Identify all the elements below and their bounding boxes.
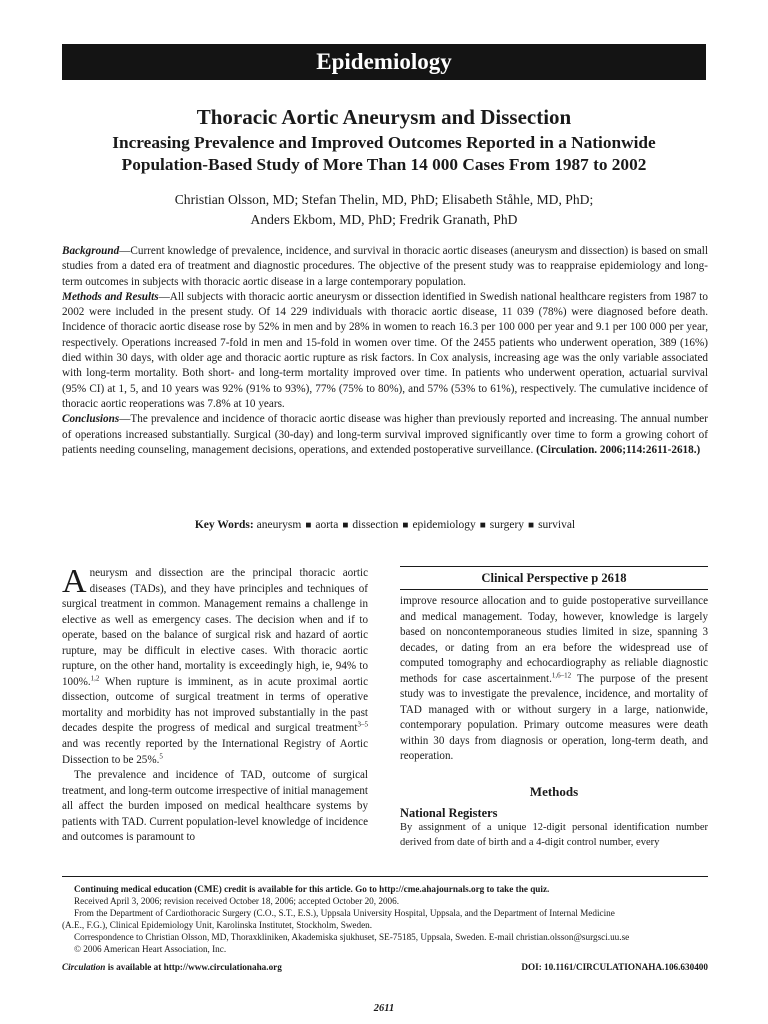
authors-line-2: Anders Ekbom, MD, PhD; Fredrik Granath, PhD [250, 212, 518, 227]
body-text: The purpose of the present study was to investigate the prevalence, incidence, and mortality of TAD managed with or without surgery in a large, nationwide, contemporary population. Primary outcome measures were death within 30 days from diagnosis or operation, long-term death, and reoperation. [400, 672, 708, 762]
background-text: —Current knowledge of prevalence, incidence, and survival in thoracic aortic diseases (aneurysm and dissection) is based on small studies from a dated era of treatment and diagnostic procedures. The objective of the present study was to reappraise epidemiology and long-term outcomes in subjects with thoracic aortic disease in a large contemporary population. [62, 245, 708, 288]
body-paragraph [400, 594, 708, 765]
article-subtitle [50, 132, 718, 176]
author-list [40, 190, 728, 230]
conclusions-text: —The prevalence and incidence of thoracic aortic disease was higher than previously reported and increasing. The annual number of operations increased substantially. Surgical (30-day) and long-term survival improved significantly over time to form a growing cohort of patients needing counseling, management decisions, operations, and extended postoperative surveillance. [62, 413, 708, 456]
abstract-conclusions [62, 412, 708, 458]
subsection-heading-registers: National Registers [400, 806, 498, 820]
keyword-separator: ■ [402, 520, 409, 531]
footnote-divider [62, 876, 708, 877]
subtitle-line-1: Increasing Prevalence and Improved Outcomes Reported in a Nationwide [112, 133, 656, 152]
reference-superscript[interactable]: 1,2 [90, 674, 100, 683]
background-label: Background [62, 245, 120, 257]
abstract-background [62, 244, 708, 290]
keyword-separator: ■ [305, 520, 312, 531]
methods-results-text: —All subjects with thoracic aortic aneurysm or dissection identified in Swedish national healthcare registers from 1987 to 2002 were included in the present study. Of 14 229 individuals with thoracic aortic disease, 11 039 (78%) were diagnosed before death. Incidence of thoracic aortic disease rose by 52% in men and by 28% in women to reach 16.3 per 100 000 per year and 9.1 per 100 000 per year, respectively. Operations increased 7-fold in men and 15-fold in women over time. Of the 2455 patients who underwent operation, 389 (16%) died within 30 days, with older age and thoracic aortic rupture as risk factors. In Cox analysis, increasing age was the only variable associated with long-term mortality. Both short- and long-term mortality improved over time. In patients who underwent operation, actuarial survival (95% CI) at 1, 5, and 10 years was 92% (91% to 93%), 77% (75% to 80%), and 57% (53% to 61%), respectively. The cumulative incidence of thoracic aortic reoperations was 7.8% at 10 years. [62, 290, 708, 410]
drop-cap: A [62, 563, 87, 600]
footnotes [62, 883, 708, 955]
copyright: © 2006 American Heart Association, Inc. [74, 944, 227, 954]
clinical-perspective-link[interactable]: Clinical Perspective p 2618 [481, 570, 627, 585]
authors-line-1: Christian Olsson, MD; Stefan Thelin, MD, PhD; Elisabeth Ståhle, MD, PhD; [174, 192, 594, 207]
body-text: When rupture is imminent, as in acute proximal aortic dissection, outcome of surgical treatment in terms of operative mortality and morbidity has not improved substantially in the past decades despite the progress of medical and surgical treatment [62, 675, 368, 735]
abstract-methods [62, 290, 708, 412]
keyword: aorta [315, 519, 339, 531]
reference-superscript[interactable]: 3–5 [357, 720, 368, 729]
article-title: Thoracic Aortic Aneurysm and Dissection [196, 105, 572, 129]
body-text: and was recently reported by the International Registry of Aortic Dissection to be 25%. [62, 738, 368, 766]
section-banner-label: Epidemiology [316, 49, 452, 74]
keywords-label: Key Words: [194, 519, 254, 531]
subtitle-line-2: Population-Based Study of More Than 14 000 Cases From 1987 to 2002 [121, 155, 647, 174]
body-text: neurysm and dissection are the principal thoracic aortic diseases (TADs), and they have principles and techniques of surgical treatment in common. Management remains a challenge in elective as well as emergency cases. The decision when and if to operate, based on the balance of surgical risk and hazard of aortic rupture, may be difficult in elective cases. With thoracic aortic rupture, on the other hand, mortality is exceedingly high, ie, 94% to 100%. [62, 567, 368, 688]
keyword: aneurysm [256, 519, 302, 531]
reference-superscript[interactable]: 1,6–12 [551, 670, 572, 679]
section-heading-methods: Methods [529, 784, 579, 799]
keyword-separator: ■ [342, 520, 349, 531]
doi[interactable]: DOI: 10.1161/CIRCULATIONAHA.106.630400 [521, 962, 708, 972]
journal-name: Circulation [62, 962, 106, 972]
cme-notice: Continuing medical education (CME) credit is available for this article. Go to http://cme.ahajournals.org to take the quiz. [74, 884, 550, 894]
received-dates: Received April 3, 2006; revision received October 18, 2006; accepted October 20, 2006. [74, 896, 400, 906]
keyword: dissection [352, 519, 399, 531]
body-column-right [400, 594, 708, 765]
affiliation-line-1: From the Department of Cardiothoracic Surgery (C.O., S.T., E.S.), Uppsala University Hospital, Uppsala, and the Department of Internal Medicine [74, 908, 615, 918]
keyword-separator: ■ [528, 520, 535, 531]
body-column-left [62, 563, 368, 846]
journal-availability [62, 962, 282, 972]
journal-url[interactable]: is available at http://www.circulationaha.org [105, 962, 282, 972]
page-number: 2611 [373, 1003, 395, 1014]
keyword: survival [538, 519, 576, 531]
abstract [62, 244, 708, 458]
section-banner [62, 44, 706, 80]
body-paragraph: The prevalence and incidence of TAD, outcome of surgical treatment, and long-term outcome irrespective of initial management all affect the burden imposed on medical healthcare systems by patients with TAD. Current population-level knowledge of incidence and outcomes is paramount to [62, 769, 368, 844]
reference-superscript[interactable]: 5 [159, 751, 163, 760]
conclusions-label: Conclusions [62, 413, 120, 426]
correspondence: Correspondence to Christian Olsson, MD, Thoraxkliniken, Akademiska sjukhuset, SE-75185, Uppsala, Sweden. E-mail christian.olsson@surgsci.uu.se [74, 932, 630, 942]
journal-citation: (Circulation. 2006;114:2611-2618.) [536, 443, 701, 456]
body-text: improve resource allocation and to guide postoperative surveillance and medical management. Today, however, knowledge is largely based on noncontemporaneous studies limited in size, spanning 3 decades, or dating from an era before the widespread use of computed tomography and echocardiography as reliable diagnostic methods for case ascertainment. [400, 595, 708, 685]
keyword: surgery [489, 519, 525, 531]
registers-paragraph [400, 821, 708, 850]
keywords-line [62, 518, 708, 533]
body-paragraph [62, 563, 368, 768]
body-paragraph: By assignment of a unique 12-digit personal identification number derived from date of birth and a 4-digit control number, every [400, 822, 708, 848]
clinical-perspective-box[interactable] [400, 566, 708, 590]
affiliation-line-2: (A.E., F.G.), Clinical Epidemiology Unit, Karolinska Institutet, Stockholm, Sweden. [62, 920, 373, 930]
methods-results-label: Methods and Results [62, 290, 159, 303]
keyword: epidemiology [412, 519, 476, 531]
keyword-separator: ■ [479, 520, 486, 531]
